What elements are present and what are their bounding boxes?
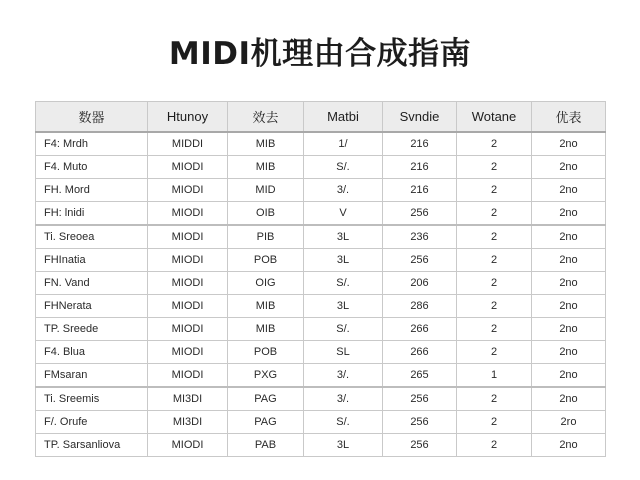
table-cell: MIODI xyxy=(148,202,228,226)
column-header: 数器 xyxy=(36,102,148,133)
table-cell: 206 xyxy=(383,272,457,295)
table-cell: 216 xyxy=(383,132,457,156)
table-cell: MIB xyxy=(228,156,304,179)
table-cell: 2 xyxy=(457,341,532,364)
table-cell: FH: lnidi xyxy=(36,202,148,226)
table-cell: 2no xyxy=(532,295,606,318)
table-cell: POB xyxy=(228,249,304,272)
table-cell: MIODI xyxy=(148,318,228,341)
column-header: 效去 xyxy=(228,102,304,133)
table-cell: 2ro xyxy=(532,411,606,434)
table-row xyxy=(36,318,606,341)
table-cell: 1 xyxy=(457,364,532,388)
table-cell: Ti. Sreoea xyxy=(36,225,148,249)
table-cell: 2 xyxy=(457,295,532,318)
table-cell: 3L xyxy=(304,295,383,318)
table-cell: MIODI xyxy=(148,295,228,318)
table-cell: 2no xyxy=(532,434,606,457)
table-cell: FHNerata xyxy=(36,295,148,318)
table-row xyxy=(36,156,606,179)
table-row xyxy=(36,272,606,295)
table-cell: POB xyxy=(228,341,304,364)
column-header: Matbi xyxy=(304,102,383,133)
table-cell: TP. Sreede xyxy=(36,318,148,341)
table-cell: PAB xyxy=(228,434,304,457)
table-cell: 2 xyxy=(457,132,532,156)
table-cell: S/. xyxy=(304,318,383,341)
table-cell: 2no xyxy=(532,341,606,364)
table-cell: 1/ xyxy=(304,132,383,156)
table-row xyxy=(36,295,606,318)
table-cell: 2no xyxy=(532,132,606,156)
table-cell: V xyxy=(304,202,383,226)
table-cell: 2no xyxy=(532,272,606,295)
table-row xyxy=(36,249,606,272)
table-cell: 216 xyxy=(383,179,457,202)
table-cell: F4. Muto xyxy=(36,156,148,179)
table-header-row xyxy=(36,102,606,133)
table-cell: 2no xyxy=(532,156,606,179)
table-cell: MIB xyxy=(228,295,304,318)
table-cell: 2 xyxy=(457,272,532,295)
table-cell: F4: Mrdh xyxy=(36,132,148,156)
table-cell: 2 xyxy=(457,202,532,226)
table-cell: 2no xyxy=(532,387,606,411)
table-row xyxy=(36,364,606,388)
table-cell: Ti. Sreemis xyxy=(36,387,148,411)
table-cell: MIB xyxy=(228,318,304,341)
table-cell: 256 xyxy=(383,387,457,411)
table-cell: S/. xyxy=(304,411,383,434)
table-cell: MI3DI xyxy=(148,387,228,411)
table-cell: 2 xyxy=(457,249,532,272)
table-row xyxy=(36,132,606,156)
table-cell: MIODI xyxy=(148,272,228,295)
table-cell: MIDDI xyxy=(148,132,228,156)
table-row xyxy=(36,387,606,411)
table-cell: SL xyxy=(304,341,383,364)
table-cell: 265 xyxy=(383,364,457,388)
table-row xyxy=(36,341,606,364)
table-row xyxy=(36,179,606,202)
page-title: MIDI机理由合成指南 xyxy=(168,36,472,72)
table-cell: F/. Orufe xyxy=(36,411,148,434)
column-header: Svndie xyxy=(383,102,457,133)
table-cell: MIODI xyxy=(148,364,228,388)
table-cell: 2no xyxy=(532,225,606,249)
table-cell: 2 xyxy=(457,156,532,179)
table-cell: FHInatia xyxy=(36,249,148,272)
table-cell: 256 xyxy=(383,434,457,457)
table-cell: 2 xyxy=(457,387,532,411)
table-cell: 216 xyxy=(383,156,457,179)
table-cell: 256 xyxy=(383,411,457,434)
column-header: Wotane xyxy=(457,102,532,133)
table-row xyxy=(36,225,606,249)
table-cell: 266 xyxy=(383,318,457,341)
table-cell: 3L xyxy=(304,225,383,249)
table-row xyxy=(36,411,606,434)
table-cell: 3/. xyxy=(304,179,383,202)
table-cell: 3/. xyxy=(304,364,383,388)
table-cell: TP. Sarsanliova xyxy=(36,434,148,457)
table-cell: 266 xyxy=(383,341,457,364)
table-cell: OIB xyxy=(228,202,304,226)
table-cell: 236 xyxy=(383,225,457,249)
table-cell: FN. Vand xyxy=(36,272,148,295)
table-cell: PAG xyxy=(228,387,304,411)
table-cell: MIODI xyxy=(148,156,228,179)
table-cell: PAG xyxy=(228,411,304,434)
table-cell: MIB xyxy=(228,132,304,156)
table-cell: 2 xyxy=(457,434,532,457)
table-cell: MI3DI xyxy=(148,411,228,434)
table-cell: MIODI xyxy=(148,249,228,272)
table-cell: S/. xyxy=(304,272,383,295)
table-cell: MIODI xyxy=(148,225,228,249)
table-cell: F4. Blua xyxy=(36,341,148,364)
table-cell: PIB xyxy=(228,225,304,249)
table-cell: 2no xyxy=(532,364,606,388)
table-cell: OIG xyxy=(228,272,304,295)
table-cell: 2 xyxy=(457,318,532,341)
table-cell: 3L xyxy=(304,434,383,457)
table-cell: 2 xyxy=(457,179,532,202)
table-cell: MIODI xyxy=(148,179,228,202)
table-cell: 286 xyxy=(383,295,457,318)
column-header: Htunoy xyxy=(148,102,228,133)
table-cell: MIODI xyxy=(148,434,228,457)
table-cell: 2 xyxy=(457,411,532,434)
table-cell: MID xyxy=(228,179,304,202)
table-cell: 3L xyxy=(304,249,383,272)
table-cell: S/. xyxy=(304,156,383,179)
table-body xyxy=(36,132,606,457)
table-cell: PXG xyxy=(228,364,304,388)
table-row xyxy=(36,202,606,226)
table-cell: 2no xyxy=(532,318,606,341)
table-cell: 2no xyxy=(532,202,606,226)
table-row xyxy=(36,434,606,457)
column-header: 优表 xyxy=(532,102,606,133)
table-cell: 256 xyxy=(383,202,457,226)
table-cell: 256 xyxy=(383,249,457,272)
midi-table xyxy=(35,101,606,457)
table-cell: 3/. xyxy=(304,387,383,411)
table-cell: MIODI xyxy=(148,341,228,364)
table-cell: FMsaran xyxy=(36,364,148,388)
table-cell: 2 xyxy=(457,225,532,249)
table-cell: 2no xyxy=(532,249,606,272)
table-cell: 2no xyxy=(532,179,606,202)
table-cell: FH. Mord xyxy=(36,179,148,202)
